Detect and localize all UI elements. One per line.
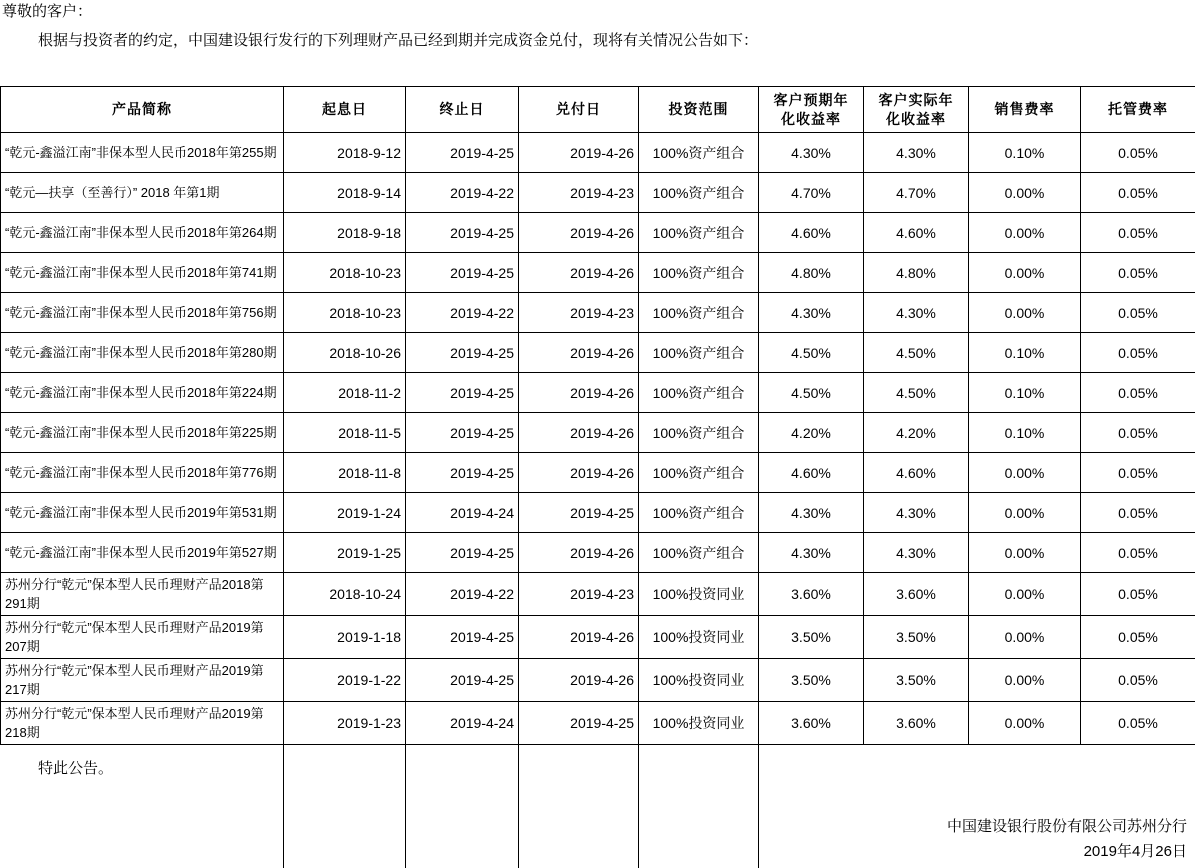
filler-cell [639,745,759,786]
notice-text: 特此公告。 [38,757,113,778]
cell-expected-rate: 4.30% [759,533,864,573]
cell-sales-fee: 0.00% [969,573,1081,616]
cell-start-date: 2018-11-8 [284,453,406,493]
table-row [1,702,1195,745]
cell-start-date: 2019-1-23 [284,702,406,745]
cell-sales-fee: 0.10% [969,133,1081,173]
filler-cell [406,786,519,827]
cell-custody-fee: 0.05% [1081,493,1195,533]
table-row [1,616,1195,659]
column-header-custody-fee: 托管费率 [1081,87,1195,133]
cell-expected-rate: 4.70% [759,173,864,213]
cell-sales-fee: 0.00% [969,702,1081,745]
cell-investment-scope: 100%资产组合 [639,413,759,453]
cell-pay-date: 2019-4-26 [519,373,639,413]
cell-custody-fee: 0.05% [1081,616,1195,659]
cell-actual-rate: 4.20% [864,413,969,453]
table-row [1,213,1195,253]
cell-start-date: 2019-1-18 [284,616,406,659]
cell-investment-scope: 100%资产组合 [639,213,759,253]
filler-cell [1081,745,1195,786]
filler-cell [1,786,284,827]
cell-sales-fee: 0.10% [969,413,1081,453]
cell-start-date: 2018-10-26 [284,333,406,373]
cell-product-name: “乾元-鑫溢江南”非保本型人民币2018年第776期 [1,453,284,493]
cell-product-name: “乾元-鑫溢江南”非保本型人民币2018年第224期 [1,373,284,413]
cell-actual-rate: 3.50% [864,659,969,702]
column-header-end-date: 终止日 [406,87,519,133]
cell-start-date: 2018-11-2 [284,373,406,413]
cell-expected-rate: 3.60% [759,702,864,745]
cell-sales-fee: 0.00% [969,616,1081,659]
cell-expected-rate: 4.50% [759,333,864,373]
filler-cell [969,745,1081,786]
cell-end-date: 2019-4-22 [406,573,519,616]
cell-actual-rate: 3.50% [864,616,969,659]
cell-product-name: 苏州分行“乾元”保本型人民币理财产品2018第291期 [1,573,284,616]
cell-end-date: 2019-4-25 [406,659,519,702]
column-header-sales-fee: 销售费率 [969,87,1081,133]
cell-custody-fee: 0.05% [1081,533,1195,573]
cell-expected-rate: 4.60% [759,213,864,253]
cell-start-date: 2018-10-23 [284,293,406,333]
cell-expected-rate: 4.30% [759,293,864,333]
column-header-expected-rate: 客户预期年 化收益率 [759,87,864,133]
cell-sales-fee: 0.00% [969,533,1081,573]
cell-pay-date: 2019-4-26 [519,213,639,253]
cell-start-date: 2018-10-24 [284,573,406,616]
cell-pay-date: 2019-4-26 [519,413,639,453]
cell-sales-fee: 0.00% [969,493,1081,533]
cell-expected-rate: 3.50% [759,616,864,659]
signature-org: 中国建设银行股份有限公司苏州分行 [947,814,1187,839]
cell-start-date: 2019-1-25 [284,533,406,573]
table-header-row [1,87,1195,133]
cell-expected-rate: 3.60% [759,573,864,616]
cell-end-date: 2019-4-25 [406,253,519,293]
cell-investment-scope: 100%资产组合 [639,133,759,173]
column-header-product-name: 产品简称 [1,87,284,133]
table-row [1,133,1195,173]
cell-pay-date: 2019-4-26 [519,616,639,659]
cell-actual-rate: 3.60% [864,702,969,745]
table-row [1,573,1195,616]
cell-start-date: 2019-1-22 [284,659,406,702]
cell-product-name: “乾元-鑫溢江南”非保本型人民币2018年第264期 [1,213,284,253]
cell-investment-scope: 100%投资同业 [639,702,759,745]
cell-end-date: 2019-4-25 [406,616,519,659]
table-row [1,533,1195,573]
filler-cell [519,745,639,786]
filler-cell [284,827,406,868]
cell-product-name: 苏州分行“乾元”保本型人民币理财产品2019第207期 [1,616,284,659]
cell-actual-rate: 4.30% [864,533,969,573]
cell-pay-date: 2019-4-25 [519,493,639,533]
cell-investment-scope: 100%资产组合 [639,293,759,333]
cell-end-date: 2019-4-24 [406,493,519,533]
cell-expected-rate: 4.50% [759,373,864,413]
filler-cell [1,827,284,868]
cell-sales-fee: 0.10% [969,333,1081,373]
cell-actual-rate: 4.80% [864,253,969,293]
cell-pay-date: 2019-4-26 [519,533,639,573]
table-header [1,87,1195,133]
cell-end-date: 2019-4-22 [406,293,519,333]
table-row [1,373,1195,413]
cell-sales-fee: 0.00% [969,173,1081,213]
cell-actual-rate: 4.30% [864,493,969,533]
cell-custody-fee: 0.05% [1081,173,1195,213]
filler-cell [284,786,406,827]
cell-actual-rate: 4.50% [864,333,969,373]
filler-cell [759,827,864,868]
cell-actual-rate: 4.70% [864,173,969,213]
cell-custody-fee: 0.05% [1081,333,1195,373]
cell-start-date: 2018-9-18 [284,213,406,253]
cell-investment-scope: 100%投资同业 [639,616,759,659]
cell-sales-fee: 0.00% [969,453,1081,493]
table-row [1,453,1195,493]
cell-expected-rate: 4.60% [759,453,864,493]
cell-expected-rate: 4.30% [759,493,864,533]
cell-custody-fee: 0.05% [1081,659,1195,702]
cell-product-name: “乾元—扶享（至善行）” 2018 年第1期 [1,173,284,213]
cell-investment-scope: 100%资产组合 [639,333,759,373]
cell-actual-rate: 4.60% [864,213,969,253]
cell-actual-rate: 4.50% [864,373,969,413]
cell-investment-scope: 100%资产组合 [639,173,759,213]
cell-expected-rate: 4.20% [759,413,864,453]
cell-start-date: 2019-1-24 [284,493,406,533]
filler-cell [639,786,759,827]
cell-investment-scope: 100%资产组合 [639,493,759,533]
salutation: 尊敬的客户： [2,2,92,22]
cell-investment-scope: 100%资产组合 [639,373,759,413]
cell-product-name: “乾元-鑫溢江南”非保本型人民币2018年第280期 [1,333,284,373]
cell-end-date: 2019-4-25 [406,373,519,413]
cell-custody-fee: 0.05% [1081,293,1195,333]
cell-investment-scope: 100%资产组合 [639,253,759,293]
cell-end-date: 2019-4-25 [406,133,519,173]
cell-pay-date: 2019-4-26 [519,333,639,373]
cell-custody-fee: 0.05% [1081,253,1195,293]
cell-start-date: 2018-9-12 [284,133,406,173]
cell-custody-fee: 0.05% [1081,133,1195,173]
filler-cell [406,827,519,868]
intro-paragraph: 根据与投资者的约定，中国建设银行发行的下列理财产品已经到期并完成资金兑付，现将有关情况公告如下： [2,30,1192,52]
cell-pay-date: 2019-4-23 [519,573,639,616]
cell-pay-date: 2019-4-26 [519,453,639,493]
filler-cell [759,745,864,786]
cell-end-date: 2019-4-25 [406,533,519,573]
cell-sales-fee: 0.10% [969,373,1081,413]
cell-product-name: “乾元-鑫溢江南”非保本型人民币2018年第225期 [1,413,284,453]
cell-investment-scope: 100%资产组合 [639,533,759,573]
cell-product-name: 苏州分行“乾元”保本型人民币理财产品2019第217期 [1,659,284,702]
filler-cell [639,827,759,868]
cell-start-date: 2018-11-5 [284,413,406,453]
cell-investment-scope: 100%投资同业 [639,573,759,616]
cell-custody-fee: 0.05% [1081,573,1195,616]
cell-sales-fee: 0.00% [969,293,1081,333]
filler-cell [284,745,406,786]
column-header-pay-date: 兑付日 [519,87,639,133]
table-row [1,253,1195,293]
cell-sales-fee: 0.00% [969,253,1081,293]
cell-product-name: “乾元-鑫溢江南”非保本型人民币2019年第531期 [1,493,284,533]
table-row [1,493,1195,533]
column-header-investment-scope: 投资范围 [639,87,759,133]
cell-pay-date: 2019-4-26 [519,253,639,293]
cell-product-name: “乾元-鑫溢江南”非保本型人民币2019年第527期 [1,533,284,573]
cell-end-date: 2019-4-25 [406,333,519,373]
table-row [1,293,1195,333]
cell-product-name: 苏州分行“乾元”保本型人民币理财产品2019第218期 [1,702,284,745]
table-row [1,333,1195,373]
cell-pay-date: 2019-4-26 [519,133,639,173]
cell-actual-rate: 3.60% [864,573,969,616]
column-header-actual-rate: 客户实际年 化收益率 [864,87,969,133]
signature-date: 2019年4月26日 [1084,840,1187,861]
cell-expected-rate: 4.80% [759,253,864,293]
cell-pay-date: 2019-4-26 [519,659,639,702]
cell-expected-rate: 4.30% [759,133,864,173]
cell-custody-fee: 0.05% [1081,702,1195,745]
cell-end-date: 2019-4-25 [406,413,519,453]
table-row [1,413,1195,453]
cell-investment-scope: 100%资产组合 [639,453,759,493]
table-body [1,133,1195,868]
column-header-start-date: 起息日 [284,87,406,133]
cell-custody-fee: 0.05% [1081,413,1195,453]
cell-pay-date: 2019-4-23 [519,293,639,333]
table-row [1,173,1195,213]
cell-actual-rate: 4.60% [864,453,969,493]
filler-cell [406,745,519,786]
cell-end-date: 2019-4-25 [406,453,519,493]
cell-actual-rate: 4.30% [864,133,969,173]
cell-end-date: 2019-4-22 [406,173,519,213]
cell-custody-fee: 0.05% [1081,453,1195,493]
table-filler-row [1,745,1195,786]
cell-pay-date: 2019-4-23 [519,173,639,213]
cell-product-name: “乾元-鑫溢江南”非保本型人民币2018年第741期 [1,253,284,293]
filler-cell [759,786,864,827]
table-row [1,659,1195,702]
cell-end-date: 2019-4-24 [406,702,519,745]
filler-cell [519,786,639,827]
cell-expected-rate: 3.50% [759,659,864,702]
cell-sales-fee: 0.00% [969,213,1081,253]
cell-actual-rate: 4.30% [864,293,969,333]
cell-product-name: “乾元-鑫溢江南”非保本型人民币2018年第255期 [1,133,284,173]
cell-custody-fee: 0.05% [1081,213,1195,253]
filler-cell [519,827,639,868]
cell-start-date: 2018-10-23 [284,253,406,293]
cell-sales-fee: 0.00% [969,659,1081,702]
cell-start-date: 2018-9-14 [284,173,406,213]
products-table [0,86,1195,868]
filler-cell [864,745,969,786]
cell-investment-scope: 100%投资同业 [639,659,759,702]
cell-end-date: 2019-4-25 [406,213,519,253]
cell-product-name: “乾元-鑫溢江南”非保本型人民币2018年第756期 [1,293,284,333]
cell-pay-date: 2019-4-25 [519,702,639,745]
cell-custody-fee: 0.05% [1081,373,1195,413]
